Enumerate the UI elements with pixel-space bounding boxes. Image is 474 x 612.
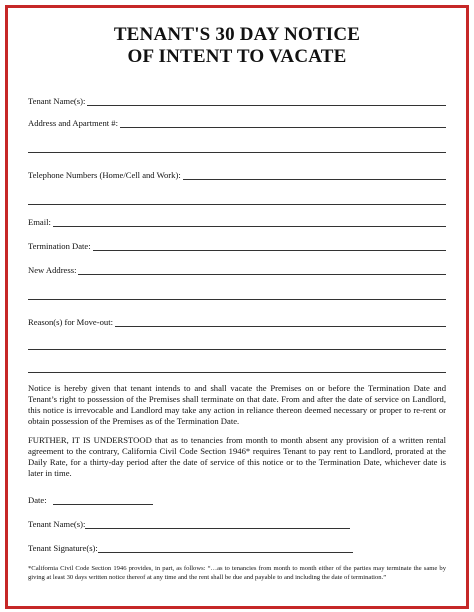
telephone-label: Telephone Numbers (Home/Cell and Work): [28, 170, 181, 180]
signature-date-label: Date: [28, 495, 47, 505]
new-address-label: New Address: [28, 265, 77, 275]
termination-date-line[interactable] [93, 241, 446, 251]
title-line-1: TENANT'S 30 DAY NOTICE [113, 24, 361, 45]
tenant-signatures-field[interactable] [28, 539, 446, 553]
tenant-signatures-label: Tenant Signature(s): [28, 543, 98, 553]
address-field[interactable] [28, 114, 446, 128]
reasons-line-3[interactable] [28, 358, 446, 373]
tenant-signatures-line[interactable] [98, 543, 353, 553]
form-title [28, 24, 446, 68]
termination-date-label: Termination Date: [28, 241, 91, 251]
footnote: *California Civil Code Section 1946 provides, in part, as follows: “…as to tenancies from month to month either of the parties may terminate the same by giving at least 30 days written notice thereof at any time and the rent shall be due and payable to and including the date of termination.” [28, 565, 446, 581]
signature-tenant-names-field[interactable] [28, 515, 446, 529]
telephone-line-2[interactable] [28, 190, 446, 205]
address-label: Address and Apartment #: [28, 118, 118, 128]
new-address-field[interactable] [28, 261, 446, 275]
further-paragraph: FURTHER, IT IS UNDERSTOOD that as to tenancies from month to month absent any provision of a written rental agreement to the contrary, California Civil Code Section 1946* requires Tenant to pay rent to Landlord, prorated at the Daily Rate, for a thirty-day period after the date of service of this notice or to the Termination Date, whichever date is later in time. [28, 435, 446, 478]
reasons-line[interactable] [115, 317, 446, 327]
tenant-names-label: Tenant Name(s): [28, 96, 86, 106]
telephone-field[interactable] [28, 166, 446, 180]
reasons-field[interactable] [28, 313, 446, 327]
tenant-names-line[interactable] [87, 96, 446, 106]
address-line-2[interactable] [28, 138, 446, 153]
termination-date-field[interactable] [28, 237, 446, 251]
email-line[interactable] [53, 217, 446, 227]
title-line-2: OF INTENT TO VACATE [127, 46, 347, 67]
email-field[interactable] [28, 213, 446, 227]
signature-date-field[interactable] [28, 491, 446, 505]
new-address-line-2[interactable] [28, 285, 446, 300]
reasons-line-2[interactable] [28, 335, 446, 350]
address-line[interactable] [120, 118, 446, 128]
signature-tenant-names-label: Tenant Name(s): [28, 519, 86, 529]
reasons-label: Reason(s) for Move-out: [28, 317, 113, 327]
telephone-line[interactable] [183, 170, 446, 180]
signature-tenant-names-line[interactable] [85, 519, 350, 529]
notice-paragraph: Notice is hereby given that tenant intends to and shall vacate the Premises on or before the Termination Date and Tenant’s right to possession of the Premises shall terminate on that date. From and after the date of service on Landlord, this notice is irrevocable and Landlord may take any action in reliance thereon deemed necessary or proper to re-rent or obtain possession of the Premises as of the Termination Date. [28, 383, 446, 426]
new-address-line[interactable] [78, 265, 446, 275]
email-label: Email: [28, 217, 51, 227]
signature-date-line[interactable] [53, 495, 153, 505]
tenant-names-field[interactable] [28, 92, 446, 106]
notice-form [28, 24, 446, 582]
